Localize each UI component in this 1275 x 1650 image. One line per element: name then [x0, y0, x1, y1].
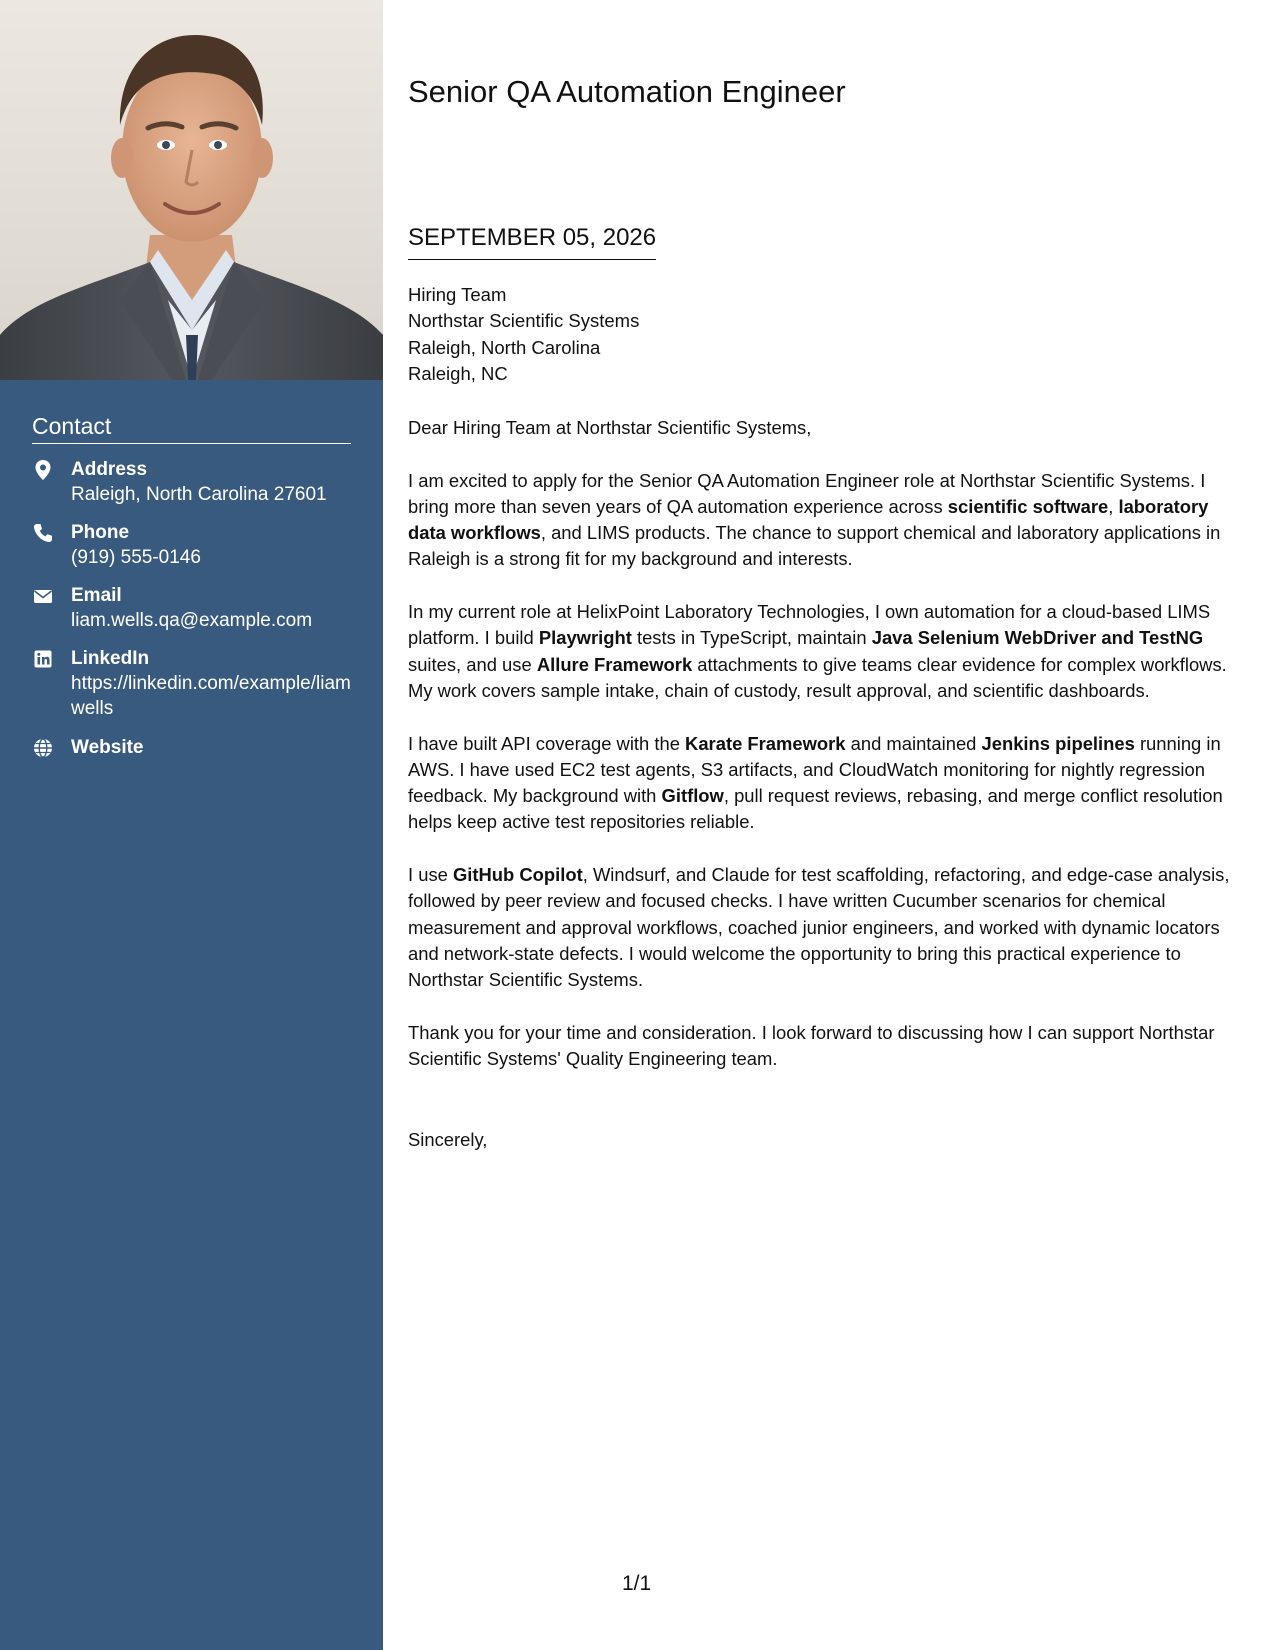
recipient-block — [408, 282, 639, 387]
phone-value: (919) 555-0146 — [71, 547, 201, 568]
job-title: Senior QA Automation Engineer — [408, 74, 846, 109]
profile-photo — [0, 0, 383, 380]
phone-icon — [32, 522, 54, 544]
linkedin-label: LinkedIn — [71, 648, 150, 669]
body-paragraph-4: I use GitHub Copilot, Windsurf, and Claude for test scaffolding, refactoring, and edge-case analysis, followed by peer review and focused checks. I have written Cucumber scenarios for chemical measurement and approval workflows, coached junior engineers, and worked with dynamic locators and network-state defects. I would welcome the opportunity to bring this practical experience to Northstar Scientific Systems. — [408, 864, 1230, 991]
email-label: Email — [71, 585, 122, 606]
website-label: Website — [71, 737, 144, 758]
salutation: Dear Hiring Team at Northstar Scientific Systems, — [408, 417, 812, 438]
page-number: 1/1 — [622, 1572, 652, 1595]
linkedin-icon — [32, 648, 54, 670]
body-paragraph-2: In my current role at HelixPoint Laboratory Technologies, I own automation for a cloud-based LIMS platform. I build Playwright tests in TypeScript, maintain Java Selenium WebDriver and TestNG suites, and use Allure Framework attachments to give teams clear evidence for complex workflows. My work covers sample intake, chain of custody, result approval, and scientific dashboards. — [408, 601, 1227, 701]
recipient-line: Raleigh, North Carolina — [408, 336, 601, 358]
address-label: Address — [71, 459, 148, 480]
linkedin-value[interactable]: https://linkedin.com/example/liamwells — [71, 673, 351, 719]
body-paragraph-1: I am excited to apply for the Senior QA Automation Engineer role at Northstar Scientific Systems. I bring more than seven years of QA automation experience across scientific software, laboratory data workflows, and LIMS products. The chance to support chemical and laboratory applications in Raleigh is a strong fit for my background and interests. — [408, 469, 1221, 570]
email-value[interactable]: liam.wells.qa@example.com — [71, 610, 313, 631]
globe-icon — [32, 737, 54, 759]
phone-label: Phone — [71, 522, 130, 543]
letter-body — [408, 415, 1246, 1099]
address-value: Raleigh, North Carolina 27601 — [71, 484, 327, 505]
recipient-line: Northstar Scientific Systems — [408, 310, 640, 332]
contact-heading: Contact — [32, 411, 351, 444]
signoff: Sincerely, — [408, 1129, 488, 1150]
letter-date: SEPTEMBER 05, 2026 — [408, 222, 656, 260]
map-pin-icon — [32, 459, 54, 481]
envelope-icon — [32, 585, 54, 607]
body-paragraph-5: Thank you for your time and consideration. I look forward to discussing how I can support Northstar Scientific Systems' Quality Engineering team. — [408, 1021, 1215, 1070]
sidebar — [0, 0, 383, 1650]
body-paragraph-3: I have built API coverage with the Karate Framework and maintained Jenkins pipelines running in AWS. I have used EC2 test agents, S3 artifacts, and CloudWatch monitoring for nightly regression feedback. My background with Gitflow, pull request reviews, rebasing, and merge conflict resolution helps keep active test repositories reliable. — [408, 732, 1223, 833]
recipient-line: Raleigh, NC — [408, 362, 508, 384]
recipient-line: Hiring Team — [408, 284, 507, 305]
